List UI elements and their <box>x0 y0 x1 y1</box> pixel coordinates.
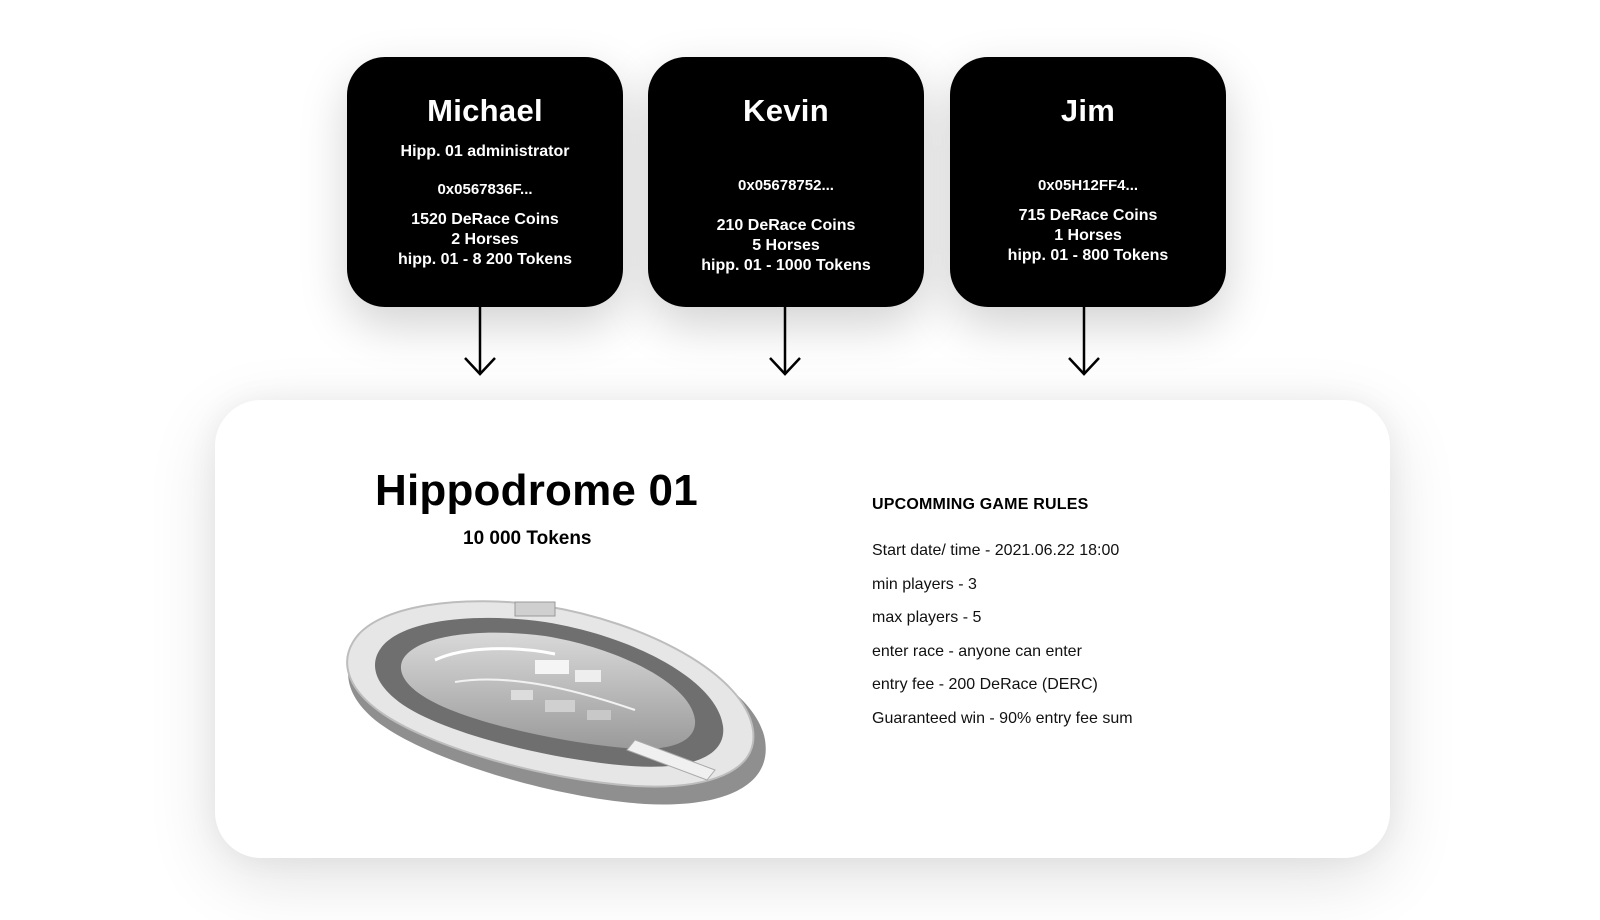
hippodrome-panel <box>215 400 1390 858</box>
rule-item: enter race - anyone can enter <box>872 642 1082 660</box>
player-card-michael <box>347 57 623 307</box>
player-stats <box>648 216 924 276</box>
arrow-down-icon <box>460 307 500 379</box>
player-tokens: hipp. 01 - 1000 Tokens <box>701 257 871 274</box>
rule-item: min players - 3 <box>872 575 977 593</box>
player-card-kevin <box>648 57 924 307</box>
player-name: Jim <box>1060 93 1116 128</box>
player-wallet: 0x0567836F... <box>437 181 533 198</box>
player-name: Kevin <box>743 93 829 128</box>
rule-item: entry fee - 200 DeRace (DERC) <box>872 676 1098 693</box>
player-stats <box>347 210 623 270</box>
player-role-title: administrator <box>467 143 570 160</box>
player-coins: 210 DeRace Coins <box>716 217 856 234</box>
rules-list <box>872 542 1133 743</box>
player-role-prefix: Hipp. 01 <box>400 143 468 160</box>
rules-title: UPCOMMING GAME RULES <box>872 496 1089 513</box>
player-coins: 715 DeRace Coins <box>1018 207 1158 224</box>
player-horses: 1 Horses <box>1054 227 1122 244</box>
player-coins: 1520 DeRace Coins <box>411 211 559 228</box>
rule-item: Start date/ time - 2021.06.22 18:00 <box>872 542 1120 559</box>
player-tokens: hipp. 01 - 8 200 Tokens <box>398 251 572 268</box>
player-wallet: 0x05H12FF4... <box>1037 177 1139 194</box>
racetrack-illustration-icon <box>335 590 775 820</box>
arrow-down-icon <box>1064 307 1104 379</box>
player-horses: 2 Horses <box>451 231 519 248</box>
player-horses: 5 Horses <box>752 237 820 254</box>
hippodrome-title: Hippodrome 01 <box>375 466 698 515</box>
player-wallet: 0x05678752... <box>738 177 834 194</box>
player-stats <box>950 206 1226 266</box>
player-card-jim <box>950 57 1226 307</box>
player-name: Michael <box>427 93 543 128</box>
hippodrome-tokens: 10 000 Tokens <box>463 528 592 549</box>
arrow-down-icon <box>765 307 805 379</box>
player-role <box>347 143 623 161</box>
rule-item: Guaranteed win - 90% entry fee sum <box>872 709 1133 727</box>
player-tokens: hipp. 01 - 800 Tokens <box>1007 247 1169 264</box>
rule-item: max players - 5 <box>872 609 982 626</box>
